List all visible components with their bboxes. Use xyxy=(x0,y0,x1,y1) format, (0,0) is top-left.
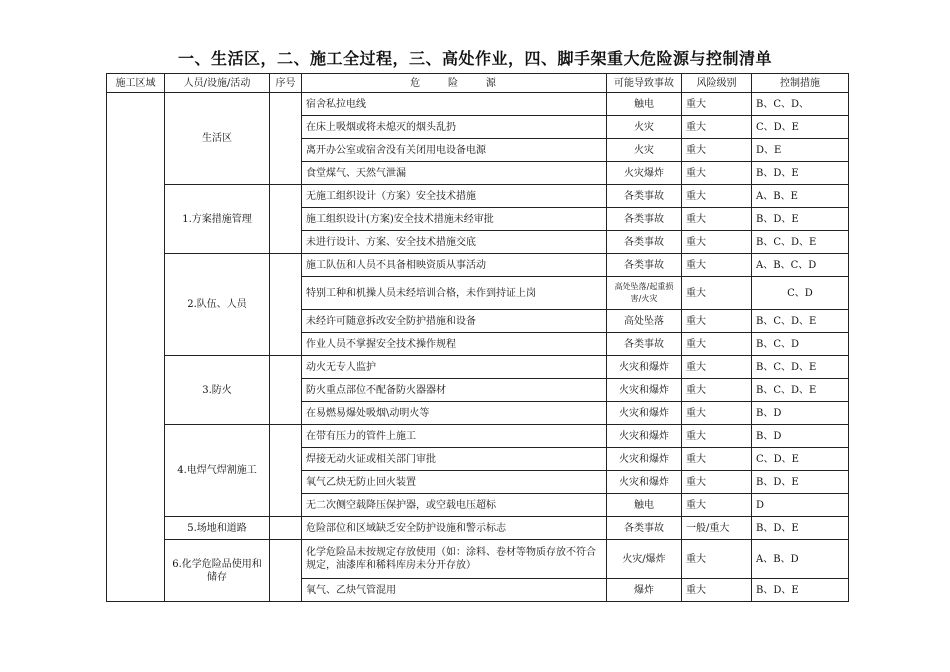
consequence-cell: 火灾爆炸 xyxy=(607,162,682,185)
hazard-cell: 氧气、乙炔气管混用 xyxy=(302,579,607,602)
control-measures-cell: C、D、E xyxy=(752,116,849,139)
risk-level-cell: 重大 xyxy=(682,494,752,517)
hazard-cell: 氧气乙炔无防止回火装置 xyxy=(302,471,607,494)
table-row xyxy=(107,540,849,579)
table-row xyxy=(107,254,849,277)
hazard-cell: 动火无专人监护 xyxy=(302,356,607,379)
consequence-cell: 各类事故 xyxy=(607,517,682,540)
risk-level-cell: 重大 xyxy=(682,139,752,162)
header-activity: 人员/设施/活动 xyxy=(165,74,270,93)
consequence-cell: 高处坠落 xyxy=(607,310,682,333)
seq-cell xyxy=(270,540,302,602)
control-measures-cell: B、D、E xyxy=(752,517,849,540)
consequence-cell: 各类事故 xyxy=(607,208,682,231)
header-control: 控制措施 xyxy=(752,74,849,93)
page-title: 一、生活区，二、施工全过程，三、高处作业，四、脚手架重大危险源与控制清单 xyxy=(177,49,772,68)
header-consequence: 可能导致事故 xyxy=(607,74,682,93)
consequence-cell: 爆炸 xyxy=(607,579,682,602)
control-measures-cell: B、D、E xyxy=(752,471,849,494)
seq-cell xyxy=(270,517,302,540)
hazard-cell: 在床上吸烟或将未熄灭的烟头乱扔 xyxy=(302,116,607,139)
table-row xyxy=(107,93,849,116)
risk-level-cell: 重大 xyxy=(682,162,752,185)
seq-cell xyxy=(270,425,302,517)
hazard-cell: 未经许可随意拆改安全防护措施和设备 xyxy=(302,310,607,333)
consequence-cell: 各类事故 xyxy=(607,231,682,254)
table-row xyxy=(107,185,849,208)
consequence-cell: 高处坠落/起重损害/火灾 xyxy=(607,277,682,310)
control-measures-cell: B、C、D、E xyxy=(752,310,849,333)
control-measures-cell: B、C、D、 xyxy=(752,93,849,116)
hazard-cell: 在易燃易爆处吸烟\动明火等 xyxy=(302,402,607,425)
hazard-cell: 无施工组织设计（方案）安全技术措施 xyxy=(302,185,607,208)
hazard-cell: 危险部位和区域缺乏安全防护设施和警示标志 xyxy=(302,517,607,540)
seq-cell xyxy=(270,254,302,356)
header-level: 风险级别 xyxy=(682,74,752,93)
consequence-cell: 火灾和爆炸 xyxy=(607,379,682,402)
table-row xyxy=(107,356,849,379)
seq-cell xyxy=(270,93,302,185)
control-measures-cell: B、C、D、E xyxy=(752,379,849,402)
control-measures-cell: A、B、C、D xyxy=(752,254,849,277)
activity-cell: 5.场地和道路 xyxy=(165,517,270,540)
risk-level-cell: 重大 xyxy=(682,277,752,310)
consequence-cell: 各类事故 xyxy=(607,185,682,208)
table-header-row xyxy=(107,74,849,93)
hazard-cell: 食堂煤气、天然气泄漏 xyxy=(302,162,607,185)
risk-level-cell: 一般/重大 xyxy=(682,517,752,540)
risk-level-cell: 重大 xyxy=(682,185,752,208)
control-measures-cell: B、C、D xyxy=(752,333,849,356)
control-measures-cell: C、D xyxy=(752,277,849,310)
control-measures-cell: B、D xyxy=(752,402,849,425)
control-measures-cell: D xyxy=(752,494,849,517)
risk-level-cell: 重大 xyxy=(682,231,752,254)
header-zone: 施工区域 xyxy=(107,74,165,93)
risk-level-cell: 重大 xyxy=(682,254,752,277)
risk-level-cell: 重大 xyxy=(682,93,752,116)
control-measures-cell: A、B、E xyxy=(752,185,849,208)
activity-cell: 6.化学危险品使用和储存 xyxy=(165,540,270,602)
risk-level-cell: 重大 xyxy=(682,579,752,602)
hazard-cell: 特别工种和机操人员未经培训合格，未作到持证上岗 xyxy=(302,277,607,310)
hazard-cell: 无二次侧空载降压保护器，或空载电压超标 xyxy=(302,494,607,517)
consequence-cell: 火灾 xyxy=(607,116,682,139)
control-measures-cell: B、C、D、E xyxy=(752,356,849,379)
hazard-cell: 未进行设计、方案、安全技术措施交底 xyxy=(302,231,607,254)
control-measures-cell: B、C、D、E xyxy=(752,231,849,254)
activity-cell: 4.电焊气焊割施工 xyxy=(165,425,270,517)
activity-cell: 1.方案措施管理 xyxy=(165,185,270,254)
risk-level-cell: 重大 xyxy=(682,356,752,379)
risk-level-cell: 重大 xyxy=(682,402,752,425)
consequence-cell: 火灾和爆炸 xyxy=(607,448,682,471)
hazard-cell: 焊接无动火证或相关部门审批 xyxy=(302,448,607,471)
control-measures-cell: B、D、E xyxy=(752,162,849,185)
control-measures-cell: C、D、E xyxy=(752,448,849,471)
consequence-cell: 各类事故 xyxy=(607,254,682,277)
control-measures-cell: B、D xyxy=(752,425,849,448)
hazard-cell: 施工队伍和人员不具备相映资质从事活动 xyxy=(302,254,607,277)
consequence-cell: 火灾/爆炸 xyxy=(607,540,682,579)
risk-level-cell: 重大 xyxy=(682,425,752,448)
hazard-control-table xyxy=(106,73,849,602)
hazard-cell: 化学危险品未按规定存放使用（如：涂料、卷材等物质存放不符合规定，油漆库和稀料库房未分开存放） xyxy=(302,540,607,579)
hazard-cell: 施工组织设计(方案)安全技术措施未经审批 xyxy=(302,208,607,231)
table-body xyxy=(107,93,849,602)
risk-level-cell: 重大 xyxy=(682,471,752,494)
header-seq: 序号 xyxy=(270,74,302,93)
activity-cell: 3.防火 xyxy=(165,356,270,425)
risk-level-cell: 重大 xyxy=(682,448,752,471)
risk-level-cell: 重大 xyxy=(682,310,752,333)
hazard-cell: 离开办公室或宿舍没有关闭用电设备电源 xyxy=(302,139,607,162)
consequence-cell: 火灾 xyxy=(607,139,682,162)
table-row xyxy=(107,517,849,540)
control-measures-cell: D、E xyxy=(752,139,849,162)
consequence-cell: 火灾和爆炸 xyxy=(607,402,682,425)
consequence-cell: 火灾和爆炸 xyxy=(607,356,682,379)
control-measures-cell: B、D、E xyxy=(752,579,849,602)
consequence-cell: 触电 xyxy=(607,93,682,116)
activity-cell: 2.队伍、人员 xyxy=(165,254,270,356)
consequence-cell: 触电 xyxy=(607,494,682,517)
hazard-cell: 防火重点部位不配备防火器器材 xyxy=(302,379,607,402)
hazard-cell: 在带有压力的管件上施工 xyxy=(302,425,607,448)
header-hazard: 危 险 源 xyxy=(302,74,607,93)
control-measures-cell: A、B、D xyxy=(752,540,849,579)
risk-level-cell: 重大 xyxy=(682,540,752,579)
table-row xyxy=(107,425,849,448)
consequence-cell: 各类事故 xyxy=(607,333,682,356)
consequence-cell: 火灾和爆炸 xyxy=(607,425,682,448)
risk-level-cell: 重大 xyxy=(682,379,752,402)
seq-cell xyxy=(270,356,302,425)
control-measures-cell: B、D、E xyxy=(752,208,849,231)
consequence-cell: 火灾和爆炸 xyxy=(607,471,682,494)
hazard-cell: 宿舍私拉电线 xyxy=(302,93,607,116)
zone-cell xyxy=(107,93,165,602)
activity-cell: 生活区 xyxy=(165,93,270,185)
risk-level-cell: 重大 xyxy=(682,116,752,139)
seq-cell xyxy=(270,185,302,254)
hazard-cell: 作业人员不掌握安全技术操作规程 xyxy=(302,333,607,356)
risk-level-cell: 重大 xyxy=(682,208,752,231)
risk-level-cell: 重大 xyxy=(682,333,752,356)
